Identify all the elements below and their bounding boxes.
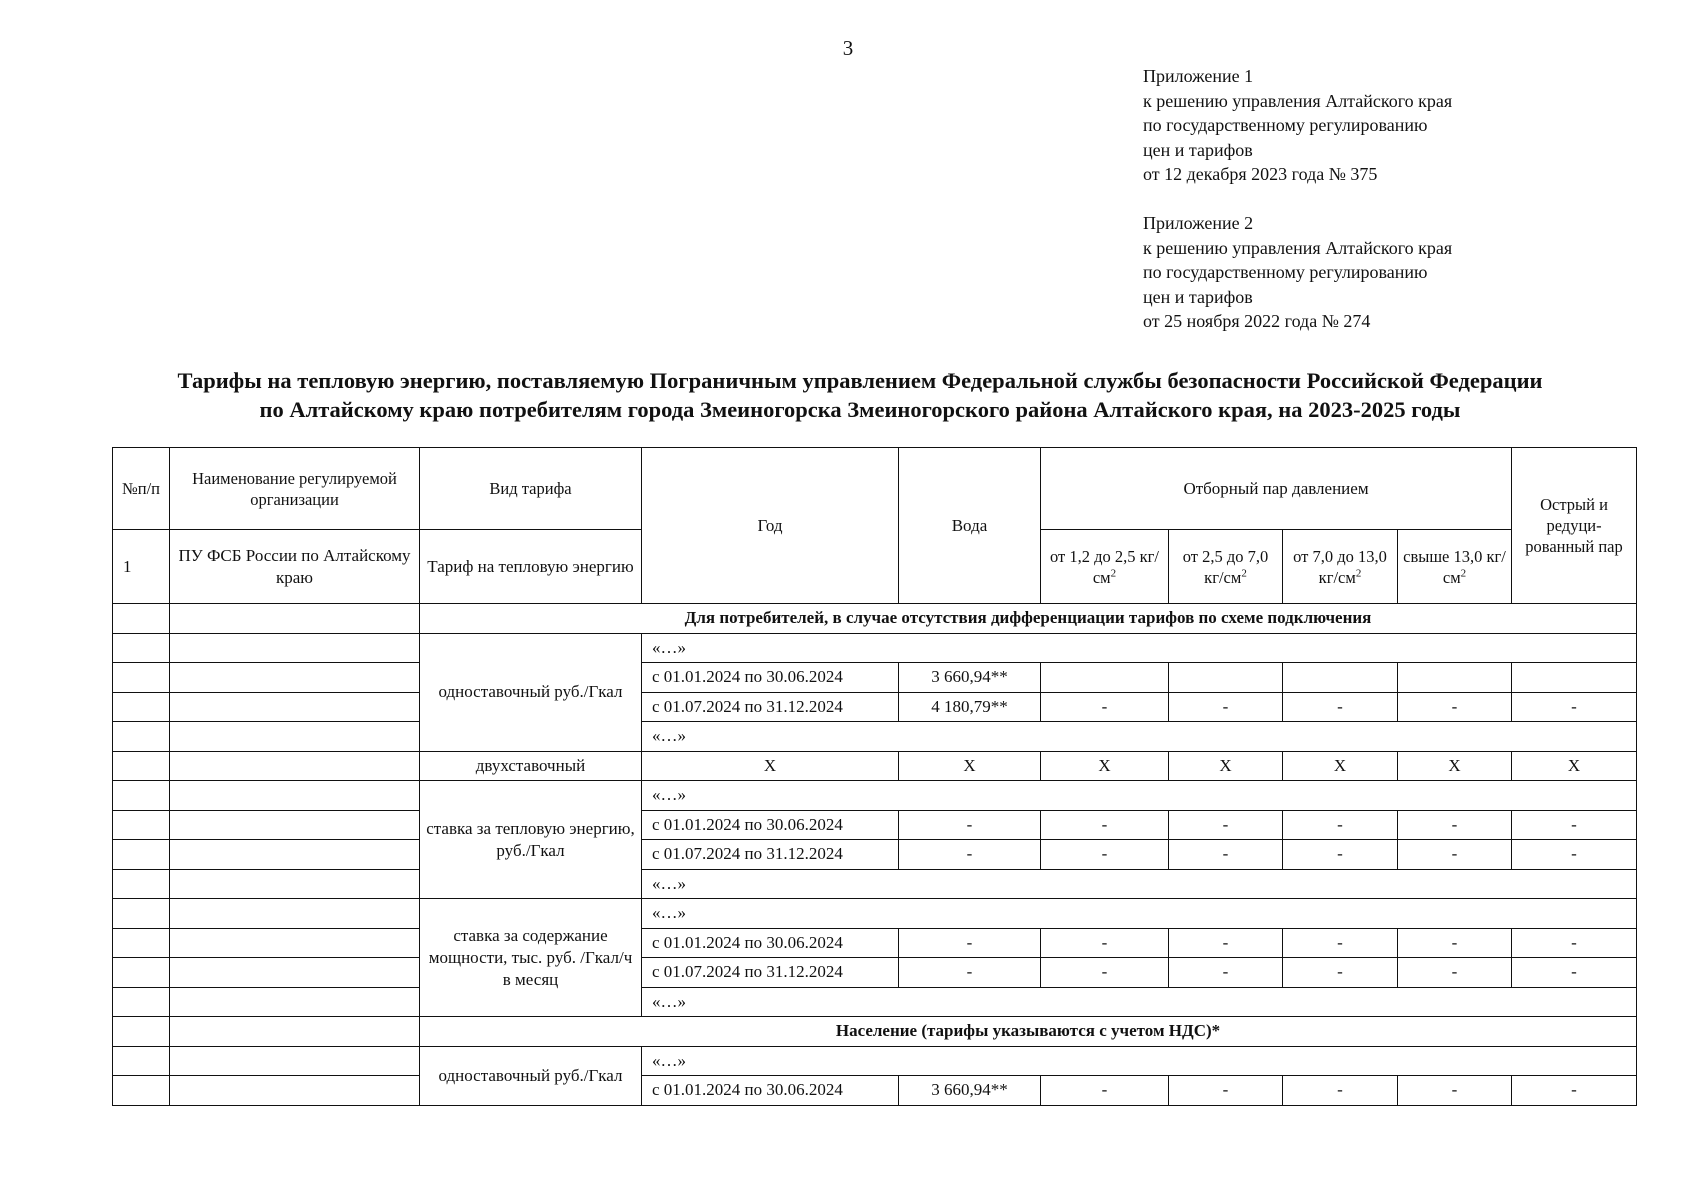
header-sharp-steam: Острый и редуци-рованный пар (1512, 448, 1637, 604)
period-cell: с 01.07.2024 по 31.12.2024 (642, 840, 899, 870)
title-line-2: по Алтайскому краю потребителям города Змеиногорска Змеиногорского района Алтайского края, на 2023-2025 годы (259, 397, 1461, 422)
appendix-line: по государственному регулированию (1143, 115, 1428, 135)
value-cell: - (1512, 810, 1637, 840)
appendix-line: цен и тарифов (1143, 286, 1253, 307)
value-cell: - (1283, 692, 1398, 722)
x-cell: X (1041, 751, 1169, 781)
value-cell: - (1512, 1076, 1637, 1106)
value-cell: - (1041, 692, 1169, 722)
appendix-2-block (1143, 211, 1452, 334)
value-cell: - (1512, 840, 1637, 870)
org-name: ПУ ФСБ России по Алтайскому краю (170, 530, 420, 604)
table-row (113, 692, 1637, 722)
value-cell: - (1398, 840, 1512, 870)
section-title: Население (тарифы указываются с учетом НДС)* (420, 1017, 1637, 1047)
period-cell: с 01.01.2024 по 30.06.2024 (642, 810, 899, 840)
table-row (113, 899, 1637, 929)
header-steam-1: от 1,2 до 2,5 $кг/см^2$ (1041, 530, 1169, 604)
header-steam-4: свыше 13,0 $кг/см^2$ (1398, 530, 1512, 604)
appendix-line: к решению управления Алтайского края (1143, 237, 1453, 258)
value-cell: - (1512, 958, 1637, 988)
value-cell: - (899, 840, 1041, 870)
section-title: Для потребителей, в случае отсутствия дифференциации тарифов по схеме подключения (420, 604, 1637, 634)
value-cell: - (1512, 692, 1637, 722)
tariff-kind-single: одноставочный руб./Гкал (420, 633, 642, 751)
value-cell: - (1041, 840, 1169, 870)
value-cell: - (899, 958, 1041, 988)
table-row (113, 1017, 1637, 1047)
appendix-line: цен и тарифов (1143, 139, 1253, 160)
value-cell: - (1169, 810, 1283, 840)
table-row (113, 810, 1637, 840)
value-cell: - (1283, 958, 1398, 988)
table-row (113, 663, 1637, 693)
value-cell: - (1283, 928, 1398, 958)
appendix-1-block (1143, 64, 1452, 187)
value-cell: - (1398, 810, 1512, 840)
x-cell: X (1398, 751, 1512, 781)
ellipsis-cell: «…» (642, 987, 1637, 1017)
value-cell: - (1169, 958, 1283, 988)
table-row (113, 987, 1637, 1017)
value-cell: - (1398, 692, 1512, 722)
period-cell: с 01.01.2024 по 30.06.2024 (642, 663, 899, 693)
appendix-title: Приложение 2 (1143, 213, 1254, 233)
row-num: 1 (113, 530, 170, 604)
table-row (113, 1076, 1637, 1106)
water-value: 4 180,79** (899, 692, 1041, 722)
ellipsis-cell: «…» (642, 781, 1637, 811)
ellipsis-cell: «…» (642, 633, 1637, 663)
table-row (113, 633, 1637, 663)
value-cell: - (1169, 928, 1283, 958)
header-water: Вода (899, 448, 1041, 604)
header-num: №п/п (113, 448, 170, 530)
header-steam-2: от 2,5 до 7,0 $кг/см^2$ (1169, 530, 1283, 604)
table-row (113, 751, 1637, 781)
table-row (113, 781, 1637, 811)
period-cell: с 01.07.2024 по 31.12.2024 (642, 692, 899, 722)
table-row (113, 928, 1637, 958)
value-cell: - (1398, 1076, 1512, 1106)
appendix-date: от 12 декабря 2023 года № 375 (1143, 164, 1378, 184)
value-cell: - (1041, 928, 1169, 958)
table-row (113, 869, 1637, 899)
value-cell: - (1283, 810, 1398, 840)
period-cell: с 01.07.2024 по 31.12.2024 (642, 958, 899, 988)
water-value: 3 660,94** (899, 663, 1041, 693)
header-steam-3: от 7,0 до 13,0 $кг/см^2$ (1283, 530, 1398, 604)
tariff-kind-energy-rate: ставка за тепловую энергию, руб./Гкал (420, 781, 642, 899)
table-row (113, 722, 1637, 752)
value-cell: - (1041, 810, 1169, 840)
page-number: 3 (842, 36, 854, 60)
appendix-title: Приложение 1 (1143, 66, 1254, 86)
x-cell: X (1283, 751, 1398, 781)
table-row (113, 840, 1637, 870)
x-cell: X (1169, 751, 1283, 781)
appendix-date: от 25 ноября 2022 года № 274 (1143, 311, 1371, 331)
ellipsis-cell: «…» (642, 899, 1637, 929)
value-cell: - (1169, 1076, 1283, 1106)
tariff-kind-capacity-rate: ставка за содержание мощности, тыс. руб. /Гкал/ч в месяц (420, 899, 642, 1017)
header-org: Наименование регулируемой организации (170, 448, 420, 530)
tariff-kind-two-rate: двухставочный (420, 751, 642, 781)
appendix-line: к решению управления Алтайского края (1143, 90, 1453, 111)
x-cell: X (899, 751, 1041, 781)
value-cell: - (1283, 840, 1398, 870)
header-steam-group: Отборный пар давлением (1041, 448, 1512, 530)
appendix-line: по государственному регулированию (1143, 262, 1428, 282)
value-cell: - (1041, 1076, 1169, 1106)
tariff-kind-single: одноставочный руб./Гкал (420, 1046, 642, 1105)
header-row (113, 448, 1637, 530)
ellipsis-cell: «…» (642, 1046, 1637, 1076)
header-year: Год (642, 448, 899, 604)
value-cell: - (1398, 958, 1512, 988)
title-line-1: Тарифы на тепловую энергию, поставляемую Пограничным управлением Федеральной службы безопасности Российской Федерации (177, 368, 1543, 393)
ellipsis-cell: «…» (642, 722, 1637, 752)
ellipsis-cell: «…» (642, 869, 1637, 899)
value-cell: - (899, 928, 1041, 958)
value-cell: - (1169, 840, 1283, 870)
period-cell: с 01.01.2024 по 30.06.2024 (642, 1076, 899, 1106)
table-row (113, 1046, 1637, 1076)
tariff-table (112, 447, 1637, 1106)
value-cell: - (1041, 958, 1169, 988)
value-cell: - (1512, 928, 1637, 958)
tariff-type: Тариф на тепловую энергию (420, 530, 642, 604)
x-cell: X (1512, 751, 1637, 781)
table-row (113, 604, 1637, 634)
value-cell: - (1283, 1076, 1398, 1106)
period-cell: с 01.01.2024 по 30.06.2024 (642, 928, 899, 958)
header-type: Вид тарифа (420, 448, 642, 530)
document-title (60, 366, 1660, 424)
water-value: 3 660,94** (899, 1076, 1041, 1106)
value-cell: - (1398, 928, 1512, 958)
value-cell: - (1169, 692, 1283, 722)
table-row (113, 958, 1637, 988)
value-cell: - (899, 810, 1041, 840)
x-cell: X (642, 751, 899, 781)
